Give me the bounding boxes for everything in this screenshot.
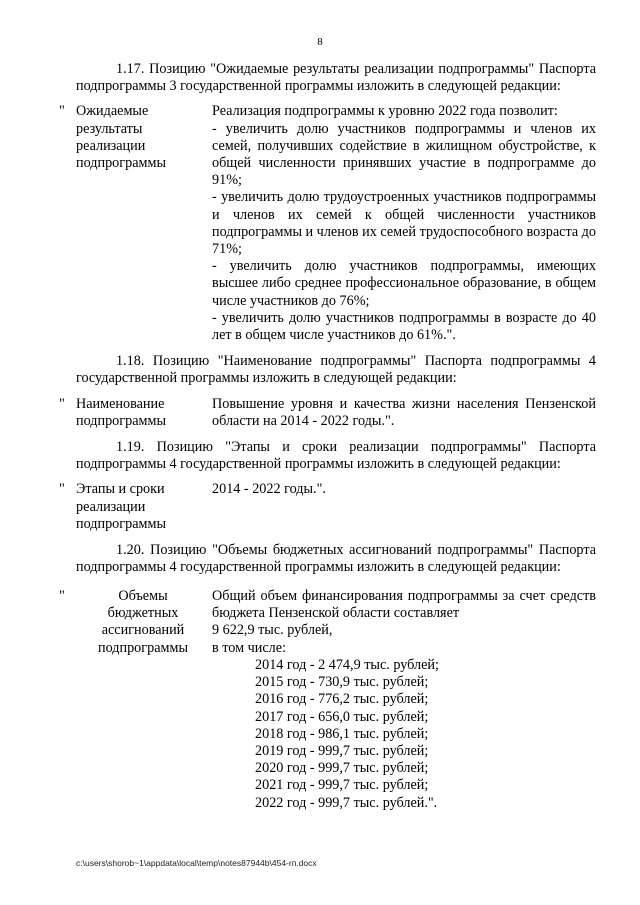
year-item: 2015 год - 730,9 тыс. рублей; <box>255 674 429 691</box>
page-number: 8 <box>317 36 323 48</box>
year-item: 2021 год - 999,7 тыс. рублей; <box>255 777 429 794</box>
funding-total: 9 622,9 тыс. рублей, <box>212 622 333 639</box>
section-1-19-intro: 1.19. Позицию "Этапы и сроки реализации подпрограммы" Паспорта подпрограммы 4 государственной программы изложить в следующей редакции: <box>76 439 596 473</box>
label-line: подпрограммы <box>98 639 188 656</box>
funding-including: в том числе: <box>212 639 286 656</box>
section-1-17-intro: 1.17. Позицию "Ожидаемые результаты реализации подпрограммы" Паспорта подпрограммы 3 государственной программы изложить в следующей редакции: <box>76 61 596 95</box>
section-1-18-value <box>212 396 596 430</box>
label-line: результаты <box>76 120 143 137</box>
value-paragraph: Повышение уровня и качества жизни населения Пензенской области на 2014 - 2022 годы.". <box>212 395 596 429</box>
year-item: 2014 год - 2 474,9 тыс. рублей; <box>255 656 439 673</box>
label-line: ассигнований <box>101 622 185 639</box>
year-item: 2022 год - 999,7 тыс. рублей.". <box>255 794 438 811</box>
label-line: Этапы и сроки <box>76 481 165 498</box>
section-1-17-value <box>212 103 596 344</box>
funding-lead: Общий объем финансирования подпрограммы за счет средств бюджета Пензенской области составляет <box>212 588 596 622</box>
label-line: Объемы <box>118 588 168 605</box>
opening-quote: " <box>59 395 65 412</box>
year-item: 2020 год - 999,7 тыс. рублей; <box>255 760 429 777</box>
section-1-20-label <box>82 588 204 657</box>
section-1-19-label <box>76 481 198 533</box>
label-line: Ожидаемые <box>76 103 149 120</box>
year-item: 2018 год - 986,1 тыс. рублей; <box>255 725 429 742</box>
section-1-18-label <box>76 396 198 430</box>
opening-quote: " <box>59 588 65 605</box>
section-1-17-table <box>59 103 596 344</box>
year-item: 2017 год - 656,0 тыс. рублей; <box>255 708 429 725</box>
opening-quote: " <box>59 103 65 120</box>
section-1-20-intro: 1.20. Позицию "Объемы бюджетных ассигнований подпрограммы" Паспорта подпрограммы 4 государственной программы изложить в следующей редакции: <box>76 541 596 575</box>
section-1-18-intro: 1.18. Позицию "Наименование подпрограммы" Паспорта подпрограммы 4 государственной программы изложить в следующей редакции: <box>76 353 596 387</box>
value-paragraph: - увеличить долю участников подпрограммы в возрасте до 40 лет в общем числе участников до 61%.". <box>212 309 596 344</box>
label-line: реализации <box>76 498 146 515</box>
label-line: подпрограммы <box>76 412 166 429</box>
section-1-19-value <box>212 481 596 532</box>
label-line: бюджетных <box>107 605 179 622</box>
value-paragraph: 2014 - 2022 годы.". <box>212 481 326 498</box>
document-body <box>59 61 596 812</box>
label-line: Наименование <box>76 395 165 412</box>
section-1-17-label <box>76 103 198 172</box>
value-paragraph: - увеличить долю участников подпрограммы, имеющих высшее либо среднее профессиональное образование, в общем числе участников до 76%; <box>212 258 596 309</box>
file-path-footer: c:\users\shorob~1\appdata\local\temp\notes87944b\454-rп.docx <box>76 858 317 868</box>
year-item: 2019 год - 999,7 тыс. рублей; <box>255 742 429 759</box>
label-line: подпрограммы <box>76 155 166 172</box>
section-1-18-table <box>59 395 596 430</box>
value-paragraph: Реализация подпрограммы к уровню 2022 года позволит: <box>212 103 558 120</box>
funding-years-list <box>212 657 596 812</box>
opening-quote: " <box>59 481 65 498</box>
section-1-20-value <box>212 588 596 812</box>
year-item: 2016 год - 776,2 тыс. рублей; <box>255 691 429 708</box>
label-line: реализации <box>76 137 146 154</box>
value-paragraph: - увеличить долю трудоустроенных участников подпрограммы и членов их семей к общей численности участников подпрограммы и членов их семей трудоспособного возраста до 71%; <box>212 189 596 258</box>
section-1-19-table <box>59 481 596 532</box>
value-paragraph: - увеличить долю участников подпрограммы и членов их семей, получивших содействие в жилищном обустройстве, к общей численности принявших участие в подпрограмме до 91%; <box>212 120 596 189</box>
label-line: подпрограммы <box>76 515 166 532</box>
section-1-20-table <box>59 588 596 812</box>
